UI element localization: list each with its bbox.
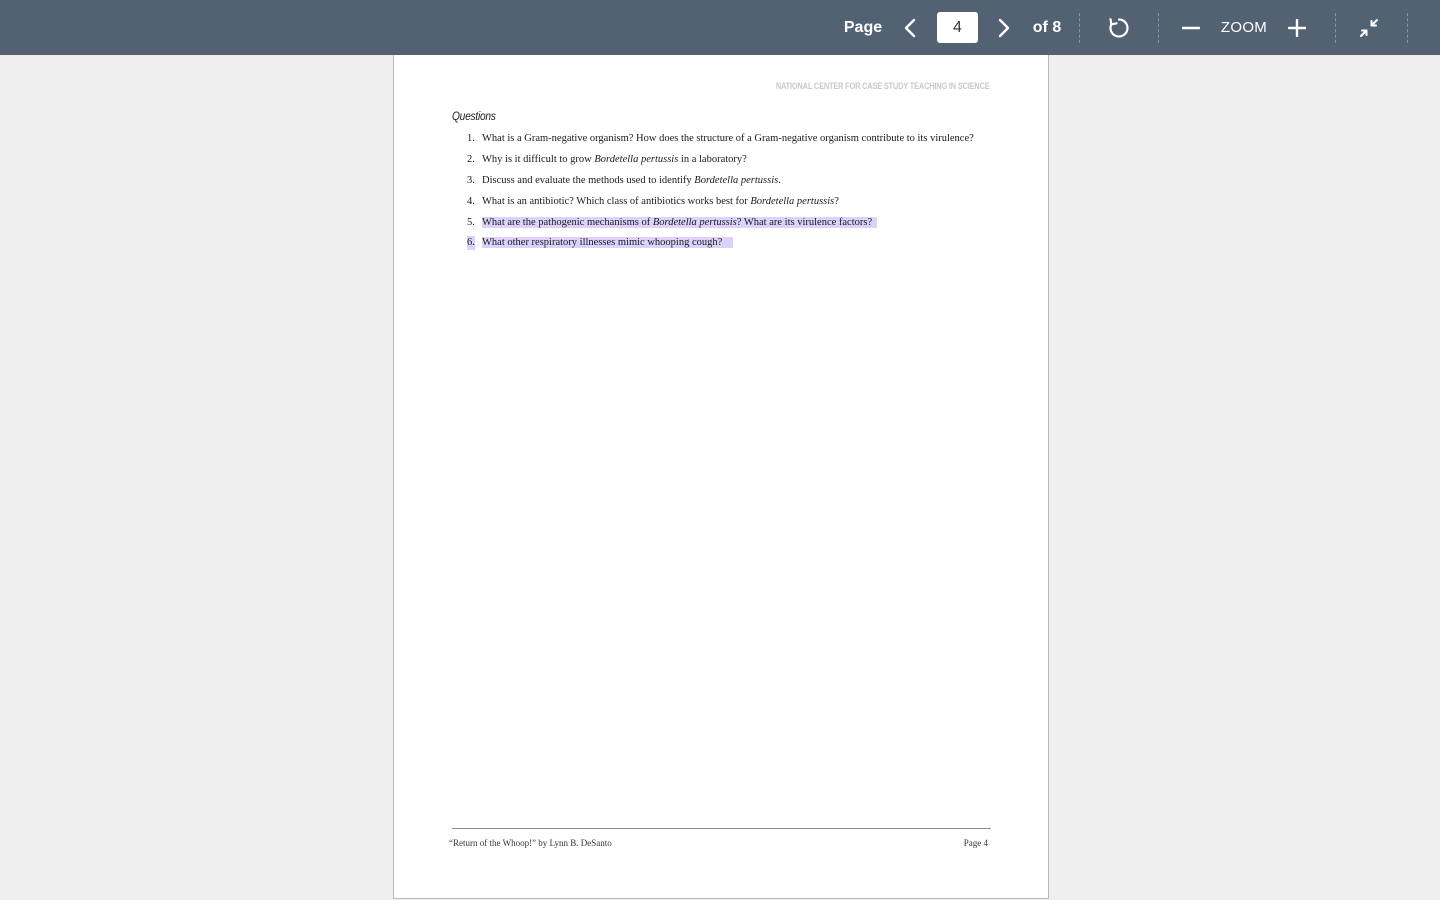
running-head: NATIONAL CENTER FOR CASE STUDY TEACHING IN SCIENCE: [776, 81, 990, 91]
question-number: 5.: [467, 216, 475, 228]
toolbar-divider: [1335, 13, 1336, 43]
plus-icon[interactable]: [1284, 0, 1310, 55]
chevron-left-icon[interactable]: [896, 0, 924, 55]
collapse-icon[interactable]: [1355, 0, 1383, 55]
question-number: 1.: [467, 133, 475, 144]
rotate-icon[interactable]: [1103, 0, 1135, 55]
species-name: Bordetella pertussis: [694, 174, 779, 186]
question-text: What other respiratory illnesses mimic whooping cough?: [482, 237, 723, 249]
minus-icon[interactable]: [1178, 0, 1204, 55]
page-count-label: of 8: [1032, 18, 1062, 36]
text-highlight: [482, 217, 877, 228]
question-text: ? What are its virulence factors?: [736, 216, 873, 228]
question-number: 6.: [467, 237, 475, 249]
page-label: Page: [843, 18, 883, 36]
species-name: Bordetella pertussis: [652, 216, 737, 228]
species-name: Bordetella pertussis: [750, 195, 835, 207]
question-text: in a laboratory?: [678, 153, 747, 165]
question-text: ?: [834, 195, 839, 207]
question-item: [467, 132, 977, 146]
page-number-input[interactable]: [937, 12, 978, 43]
chevron-right-icon[interactable]: [990, 0, 1018, 55]
text-highlight: [482, 237, 733, 248]
question-text: Why is it difficult to grow: [482, 153, 595, 165]
footer-page-number: Page 4: [963, 838, 988, 848]
footer-divider: [452, 828, 991, 829]
question-text: .: [778, 174, 781, 186]
toolbar-divider: [1079, 13, 1080, 43]
question-text: What is an antibiotic? Which class of antibiotics works best for: [482, 195, 751, 207]
question-item: [467, 195, 977, 209]
question-item: [467, 153, 977, 167]
footer-citation: “Return of the Whoop!” by Lynn B. DeSanto: [449, 838, 612, 848]
species-name: Bordetella pertussis: [594, 153, 679, 165]
pdf-toolbar: [0, 0, 1440, 55]
questions-heading: Questions: [452, 109, 496, 123]
question-item-highlighted: [467, 236, 977, 250]
pdf-page: [393, 55, 1049, 899]
question-number: 3.: [467, 174, 475, 186]
question-text: Discuss and evaluate the methods used to identify: [482, 174, 695, 186]
toolbar-divider: [1407, 13, 1408, 43]
zoom-label: ZOOM: [1220, 19, 1268, 36]
question-item-highlighted: [467, 216, 977, 230]
toolbar-divider: [1158, 13, 1159, 43]
question-item: [467, 174, 977, 188]
question-number: 2.: [467, 153, 475, 165]
question-number: 4.: [467, 195, 475, 207]
question-text: What is a Gram-negative organism? How does the structure of a Gram-negative organism contribute to its virulence?: [482, 133, 974, 144]
question-text: What are the pathogenic mechanisms of: [482, 216, 653, 228]
questions-list: [467, 132, 977, 257]
